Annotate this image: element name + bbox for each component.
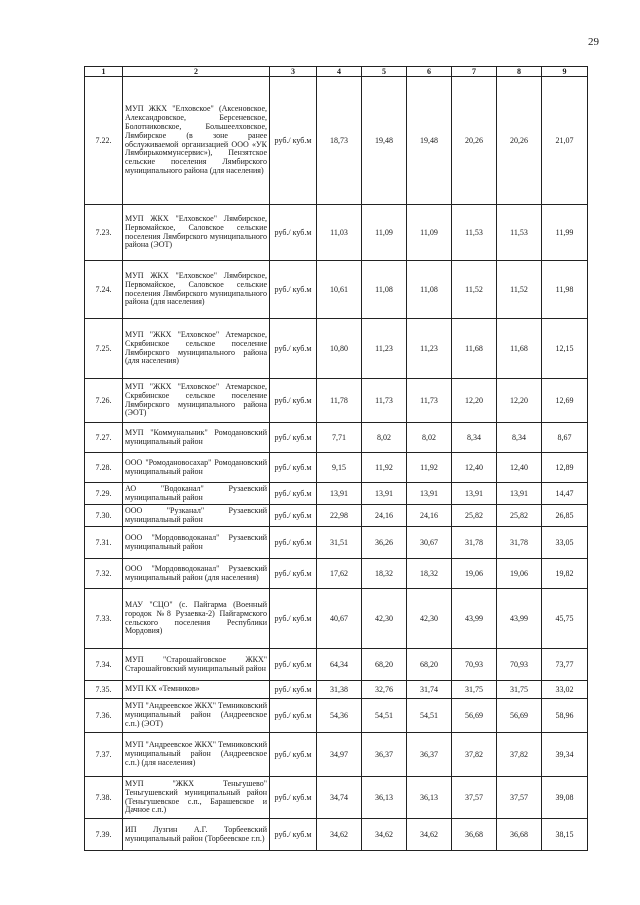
column-header: 8: [497, 67, 542, 77]
tariff-value-cell: 19,06: [452, 559, 497, 589]
tariff-value-cell: 38,15: [542, 819, 588, 851]
tariff-value-cell: 22,98: [317, 505, 362, 527]
tariff-value-cell: 19,48: [362, 77, 407, 205]
row-number-cell: 7.32.: [85, 559, 123, 589]
column-header: 2: [123, 67, 270, 77]
row-number-cell: 7.29.: [85, 483, 123, 505]
organization-cell: МУП "Старошайговское ЖКХ" Старошайговский муниципальный район: [123, 649, 270, 681]
tariff-value-cell: 25,82: [497, 505, 542, 527]
row-number-cell: 7.39.: [85, 819, 123, 851]
tariff-value-cell: 8,02: [362, 423, 407, 453]
tariff-value-cell: 24,16: [362, 505, 407, 527]
unit-cell: руб./ куб.м: [270, 205, 317, 261]
tariff-value-cell: 31,78: [497, 527, 542, 559]
tariff-value-cell: 31,38: [317, 681, 362, 699]
tariff-value-cell: 12,40: [452, 453, 497, 483]
tariff-value-cell: 31,74: [407, 681, 452, 699]
tariff-value-cell: 34,62: [407, 819, 452, 851]
tariff-value-cell: 17,62: [317, 559, 362, 589]
tariff-value-cell: 10,61: [317, 261, 362, 319]
table-row: [85, 483, 588, 505]
unit-cell: руб./ куб.м: [270, 319, 317, 379]
tariff-value-cell: 8,67: [542, 423, 588, 453]
unit-cell: руб./ куб.м: [270, 649, 317, 681]
tariff-value-cell: 11,08: [362, 261, 407, 319]
unit-cell: руб./ куб.м: [270, 77, 317, 205]
tariff-value-cell: 19,82: [542, 559, 588, 589]
organization-cell: МУП ЖКХ "Елховское" Лямбирское, Первомайское, Саловское сельские поселения Лямбирского муниципального района (ЭОТ): [123, 205, 270, 261]
organization-cell: МУП "Коммунальник" Ромодановский муниципальный район: [123, 423, 270, 453]
unit-cell: руб./ куб.м: [270, 505, 317, 527]
column-header: 1: [85, 67, 123, 77]
tariff-value-cell: 11,09: [362, 205, 407, 261]
tariff-value-cell: 30,67: [407, 527, 452, 559]
tariff-value-cell: 70,93: [452, 649, 497, 681]
row-number-cell: 7.35.: [85, 681, 123, 699]
tariff-value-cell: 36,37: [407, 733, 452, 777]
tariff-value-cell: 12,20: [497, 379, 542, 423]
row-number-cell: 7.28.: [85, 453, 123, 483]
row-number-cell: 7.27.: [85, 423, 123, 453]
tariff-value-cell: 11,73: [362, 379, 407, 423]
tariff-value-cell: 68,20: [407, 649, 452, 681]
organization-cell: МУП "ЖКХ "Елховское" Атемарское, Скрябинское сельское поселение Лямбирского муниципального района (ЭОТ): [123, 379, 270, 423]
organization-cell: ООО "Рузканал" Рузаевский муниципальный район: [123, 505, 270, 527]
table-header-row: [85, 67, 588, 77]
tariff-value-cell: 31,78: [452, 527, 497, 559]
tariff-value-cell: 33,02: [542, 681, 588, 699]
tariff-value-cell: 11,08: [407, 261, 452, 319]
organization-cell: АО "Водоканал" Рузаевский муниципальный район: [123, 483, 270, 505]
unit-cell: руб./ куб.м: [270, 681, 317, 699]
tariff-value-cell: 54,36: [317, 699, 362, 733]
organization-cell: МУП ЖКХ "Елховское" (Аксеновское, Александровское, Берсеневское, Болотниковское, Большеелховское, Лямбирское (в зоне ранее обслуживаемой организацией ООО «УК Лямбирькоммунсервис»), Пензятское сельские поселения Лямбирского муниципального района (для населения): [123, 77, 270, 205]
column-header: 6: [407, 67, 452, 77]
row-number-cell: 7.23.: [85, 205, 123, 261]
column-header: 4: [317, 67, 362, 77]
tariff-value-cell: 36,26: [362, 527, 407, 559]
tariff-value-cell: 26,85: [542, 505, 588, 527]
row-number-cell: 7.36.: [85, 699, 123, 733]
table-row: [85, 559, 588, 589]
tariff-value-cell: 11,73: [407, 379, 452, 423]
tariff-value-cell: 70,93: [497, 649, 542, 681]
table-row: [85, 77, 588, 205]
tariff-value-cell: 11,23: [407, 319, 452, 379]
tariff-value-cell: 43,99: [452, 589, 497, 649]
tariff-value-cell: 34,74: [317, 777, 362, 819]
unit-cell: руб./ куб.м: [270, 819, 317, 851]
tariff-value-cell: 42,30: [407, 589, 452, 649]
table-row: [85, 261, 588, 319]
tariff-value-cell: 37,82: [497, 733, 542, 777]
tariff-value-cell: 12,15: [542, 319, 588, 379]
organization-cell: МУП "ЖКХ "Елховское" Атемарское, Скрябинское сельское поселение Лямбирского муниципального района (для населения): [123, 319, 270, 379]
row-number-cell: 7.37.: [85, 733, 123, 777]
tariff-value-cell: 56,69: [497, 699, 542, 733]
tariff-value-cell: 11,92: [362, 453, 407, 483]
organization-cell: МУП "ЖКХ Теньгушево" Теньгушевский муниципальный район (Теньгушевское с.п., Барашевское и Дачное с.п.): [123, 777, 270, 819]
tariff-value-cell: 43,99: [497, 589, 542, 649]
page-number: 29: [588, 36, 599, 48]
tariff-value-cell: 10,80: [317, 319, 362, 379]
row-number-cell: 7.31.: [85, 527, 123, 559]
row-number-cell: 7.33.: [85, 589, 123, 649]
tariff-value-cell: 56,69: [452, 699, 497, 733]
row-number-cell: 7.25.: [85, 319, 123, 379]
row-number-cell: 7.22.: [85, 77, 123, 205]
unit-cell: руб./ куб.м: [270, 379, 317, 423]
tariff-value-cell: 34,62: [317, 819, 362, 851]
organization-cell: ООО "Мордовводоканал" Рузаевский муниципальный район (для населения): [123, 559, 270, 589]
tariff-value-cell: 8,02: [407, 423, 452, 453]
tariff-value-cell: 54,51: [407, 699, 452, 733]
tariff-value-cell: 18,32: [362, 559, 407, 589]
tariff-value-cell: 11,78: [317, 379, 362, 423]
tariff-value-cell: 73,77: [542, 649, 588, 681]
table-row: [85, 681, 588, 699]
tariff-value-cell: 11,92: [407, 453, 452, 483]
tariff-value-cell: 21,07: [542, 77, 588, 205]
table-body: [85, 77, 588, 851]
tariff-value-cell: 36,13: [362, 777, 407, 819]
row-number-cell: 7.34.: [85, 649, 123, 681]
tariff-value-cell: 13,91: [407, 483, 452, 505]
tariff-value-cell: 36,68: [497, 819, 542, 851]
table-row: [85, 589, 588, 649]
table-row: [85, 699, 588, 733]
tariff-value-cell: 11,99: [542, 205, 588, 261]
row-number-cell: 7.38.: [85, 777, 123, 819]
tariff-value-cell: 34,62: [362, 819, 407, 851]
row-number-cell: 7.30.: [85, 505, 123, 527]
tariff-value-cell: 33,05: [542, 527, 588, 559]
tariff-value-cell: 24,16: [407, 505, 452, 527]
column-header: 7: [452, 67, 497, 77]
tariff-value-cell: 34,97: [317, 733, 362, 777]
table-row: [85, 819, 588, 851]
tariff-value-cell: 13,91: [317, 483, 362, 505]
tariff-value-cell: 58,96: [542, 699, 588, 733]
tariff-value-cell: 54,51: [362, 699, 407, 733]
tariff-value-cell: 11,52: [497, 261, 542, 319]
tariff-value-cell: 7,71: [317, 423, 362, 453]
column-header: 5: [362, 67, 407, 77]
tariff-value-cell: 11,03: [317, 205, 362, 261]
tariff-value-cell: 12,69: [542, 379, 588, 423]
tariff-value-cell: 39,34: [542, 733, 588, 777]
organization-cell: ООО "Мордовводоканал" Рузаевский муниципальный район: [123, 527, 270, 559]
organization-cell: ООО "Ромодановосахар" Ромодановский муниципальный район: [123, 453, 270, 483]
tariff-value-cell: 36,13: [407, 777, 452, 819]
tariff-value-cell: 20,26: [452, 77, 497, 205]
tariff-value-cell: 19,48: [407, 77, 452, 205]
organization-cell: ИП Лузгин А.Г. Торбеевский муниципальный район (Торбеевское г.п.): [123, 819, 270, 851]
table-row: [85, 453, 588, 483]
tariff-value-cell: 37,57: [497, 777, 542, 819]
column-header: 9: [542, 67, 588, 77]
table-row: [85, 505, 588, 527]
tariff-value-cell: 68,20: [362, 649, 407, 681]
row-number-cell: 7.26.: [85, 379, 123, 423]
unit-cell: руб./ куб.м: [270, 423, 317, 453]
tariff-value-cell: 12,40: [497, 453, 542, 483]
unit-cell: руб./ куб.м: [270, 483, 317, 505]
tariff-value-cell: 13,91: [452, 483, 497, 505]
organization-cell: МАУ "СЦО" (с. Пайгарма (Военный городок №8 Рузаевка-2) Пайгармского сельского поселения Республики Мордовия): [123, 589, 270, 649]
tariff-value-cell: 18,73: [317, 77, 362, 205]
tariff-value-cell: 37,82: [452, 733, 497, 777]
unit-cell: руб./ куб.м: [270, 261, 317, 319]
tariff-value-cell: 31,75: [452, 681, 497, 699]
unit-cell: руб./ куб.м: [270, 733, 317, 777]
tariff-value-cell: 8,34: [497, 423, 542, 453]
tariff-value-cell: 45,75: [542, 589, 588, 649]
tariff-value-cell: 32,76: [362, 681, 407, 699]
tariff-value-cell: 11,68: [452, 319, 497, 379]
tariff-value-cell: 40,67: [317, 589, 362, 649]
tariff-value-cell: 19,06: [497, 559, 542, 589]
organization-cell: МУП ЖКХ "Елховское" Лямбирское, Первомайское, Саловское сельские поселения Лямбирского муниципального района (для населения): [123, 261, 270, 319]
tariff-value-cell: 25,82: [452, 505, 497, 527]
unit-cell: руб./ куб.м: [270, 559, 317, 589]
tariff-value-cell: 36,37: [362, 733, 407, 777]
unit-cell: руб./ куб.м: [270, 453, 317, 483]
unit-cell: руб./ куб.м: [270, 777, 317, 819]
table-row: [85, 527, 588, 559]
tariff-value-cell: 31,75: [497, 681, 542, 699]
unit-cell: руб./ куб.м: [270, 527, 317, 559]
tariff-value-cell: 31,51: [317, 527, 362, 559]
tariff-value-cell: 13,91: [497, 483, 542, 505]
column-header: 3: [270, 67, 317, 77]
tariff-value-cell: 9,15: [317, 453, 362, 483]
tariff-value-cell: 11,68: [497, 319, 542, 379]
table-row: [85, 379, 588, 423]
tariff-value-cell: 12,89: [542, 453, 588, 483]
table-row: [85, 649, 588, 681]
tariff-value-cell: 11,98: [542, 261, 588, 319]
tariff-value-cell: 42,30: [362, 589, 407, 649]
unit-cell: руб./ куб.м: [270, 699, 317, 733]
tariff-value-cell: 20,26: [497, 77, 542, 205]
tariff-value-cell: 13,91: [362, 483, 407, 505]
organization-cell: МУП "Андреевское ЖКХ" Темниковский муниципальный район (Андреевское с.п.) (для населения): [123, 733, 270, 777]
table-row: [85, 319, 588, 379]
tariff-value-cell: 11,53: [497, 205, 542, 261]
tariff-value-cell: 37,57: [452, 777, 497, 819]
tariff-value-cell: 11,52: [452, 261, 497, 319]
tariff-value-cell: 11,09: [407, 205, 452, 261]
table-row: [85, 777, 588, 819]
organization-cell: МУП КХ «Темников»: [123, 681, 270, 699]
tariff-value-cell: 18,32: [407, 559, 452, 589]
tariff-value-cell: 14,47: [542, 483, 588, 505]
tariff-value-cell: 39,08: [542, 777, 588, 819]
table-row: [85, 423, 588, 453]
unit-cell: руб./ куб.м: [270, 589, 317, 649]
organization-cell: МУП "Андреевское ЖКХ" Темниковский муниципальный район (Андреевское с.п.) (ЭОТ): [123, 699, 270, 733]
tariff-value-cell: 36,68: [452, 819, 497, 851]
table-row: [85, 205, 588, 261]
table-row: [85, 733, 588, 777]
tariff-table: [84, 66, 588, 851]
tariff-value-cell: 64,34: [317, 649, 362, 681]
tariff-value-cell: 11,23: [362, 319, 407, 379]
row-number-cell: 7.24.: [85, 261, 123, 319]
tariff-value-cell: 12,20: [452, 379, 497, 423]
tariff-value-cell: 8,34: [452, 423, 497, 453]
tariff-value-cell: 11,53: [452, 205, 497, 261]
